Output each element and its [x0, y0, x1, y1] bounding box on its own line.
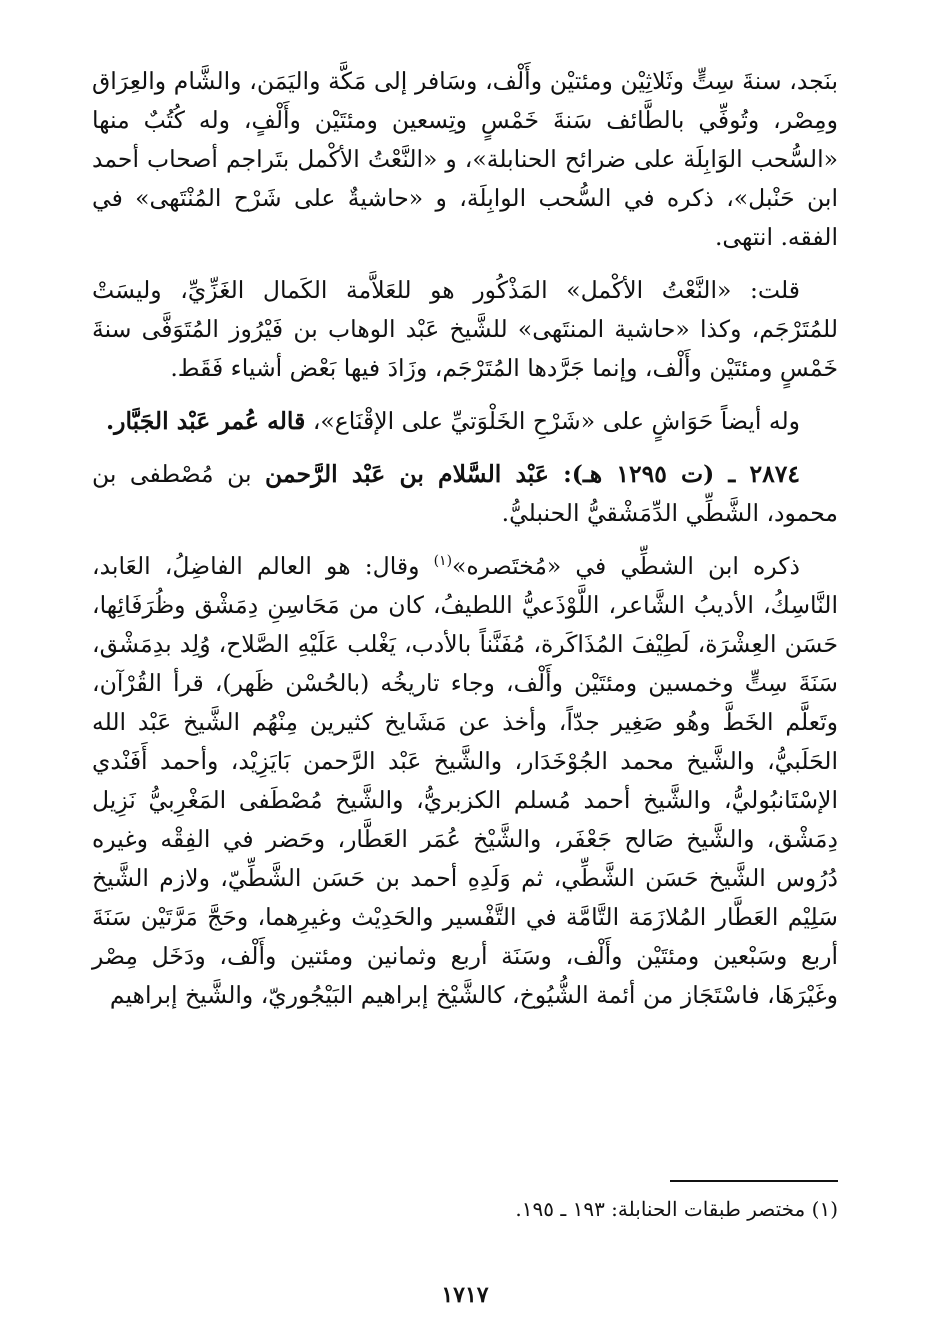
paragraph-author-note: قلت: «النَّعْتُ الأكْمل» المَذْكُور هو للعَلاَّمة الكَمال الغَزِّيِّ، وليسَتْ للمُتَرْجَم، وكذا «حاشية المنتَهى» للشَّيخ عَبْد الوهاب بن فَيْرُوز المُتَوَفَّى سنةَ خَمْسٍ ومئتَيْن وأَلْف، وإنما جَرَّدها المُتَرْجَم، وزَادَ فيها بَعْض أشياء فَقَط. [92, 276, 838, 382]
paragraph-entry-body [92, 547, 838, 1015]
footnote-divider [670, 1180, 838, 1182]
paragraph-glosses [92, 402, 838, 441]
paragraph-biography-end: بنَجد، سنةَ سِتٍّ وثَلاثِيْن ومئتيْن وأَلْف، وسَافر إلى مَكَّة واليَمَن، والشَّام والعِرَاق ومِصْر، وتُوفِّي بالطَّائف سَنةَ خَمْسٍ وتِسعين ومئتَيْن وأَلْفٍ، وله كُتُبٌ منها «السُّحب الوَابِلَة على ضرائح الحنابلة»، و «النَّعْتُ الأكْمل بتَراجم أصحاب أحمد ابن حَنْبل»، ذكره في السُّحب الوابِلَة، و «حاشيةٌ على شَرْح المُنْتَهى» في الفقه. انتهى. [92, 67, 838, 251]
glosses-credit: قاله عُمر عَبْد الجَبَّار. [105, 407, 306, 435]
document-page [92, 62, 838, 1308]
entry-body-text: وقال: هو العالم الفاضِلُ، العَابد، النَّاسِكُ، الأديبُ الشَّاعر، اللَّوْذَعيُّ اللطيفُ، كان من مَحَاسِنِ دِمَشْق وظُرَفَائِها، حَسَن العِشْرَة، لَطِيْفَ المُذَاكَرة، مُفَنَّناً بالأدب، يَغْلب عَلَيْهِ الصَّلاح، وُلِد بدِمَشْق، سَنَةَ سِتٍّ وخمسين ومئتَيْن وأَلْف، وجاء تاريخُه (بالحُسْن ظَهر)، قرأ القُرْآن، وتَعلَّم الخَطَّ وهُو صَغِير جدّاً، وأخذ عن مَشَايخ كثيرين مِنْهُم الشَّيخ عَبْد الله الحَلَبيُّ، والشَّيخ محمد الجُوْخَدَار، والشَّيخ عَبْد الرَّحمن بَايَزِيْد، وأحمد أَفَنْدي الإسْتَانبُوليُّ، والشَّيخ أحمد مُسلم الكزبريُّ، والشَّيخ مُصْطَفى المَغْرِبيُّ نَزِيل دِمَشْق، والشَّيخ صَالح جَعْفَر، والشَّيْخ عُمَر العَطَّار، وحَضر في الفِقْه وغيره دُرُوس الشَّيخ حَسَن الشَّطِّي، ثم وَلَدِهِ أحمد بن حَسَن الشَّطِّيّ، ولازم الشَّيخ سَلِيْم العَطَّار المُلازَمَة التَّامَّة في التَّفْسير والحَدِيْث وغيرِهما، وحَجَّ مَرَّتَيْن سَنَةَ أربع وسَبْعين ومئتَيْن وأَلْف، وسَنَة أربع وثمانين ومئتين وأَلْف، ودَخَل مِصْر وغَيْرَهَا، فاسْتَجَاز من أئمة الشُّيُوخ، كالشَّيْخ إبراهيم البَيْجُوريّ، والشَّيخ إبراهيم [92, 552, 838, 1009]
footnote-reference: (١) [433, 553, 453, 570]
entry-2874 [92, 455, 838, 533]
footnote: (١) مختصر طبقات الحنابلة: ١٩٣ ـ ١٩٥. [515, 1197, 838, 1221]
entry-heading: ٢٨٧٤ ـ (ت ١٢٩٥ هـ): عَبْد السَّلام بن عَبْد الرَّحمن [264, 460, 800, 488]
glosses-text: وله أيضاً حَوَاشٍ على «شَرْحِ الخَلْوَتيِّ على الإقْنَاع»، [312, 407, 800, 435]
entry-body-start: ذكره ابن الشطِّي في «مُختَصره» [452, 552, 800, 580]
page-number: ١٧١٧ [441, 1282, 489, 1308]
entry-lineage: بن مُصْطفى بن محمود، الشَّطِّي الدِّمَشْقيُّ الحنبليُّ. [92, 460, 838, 527]
